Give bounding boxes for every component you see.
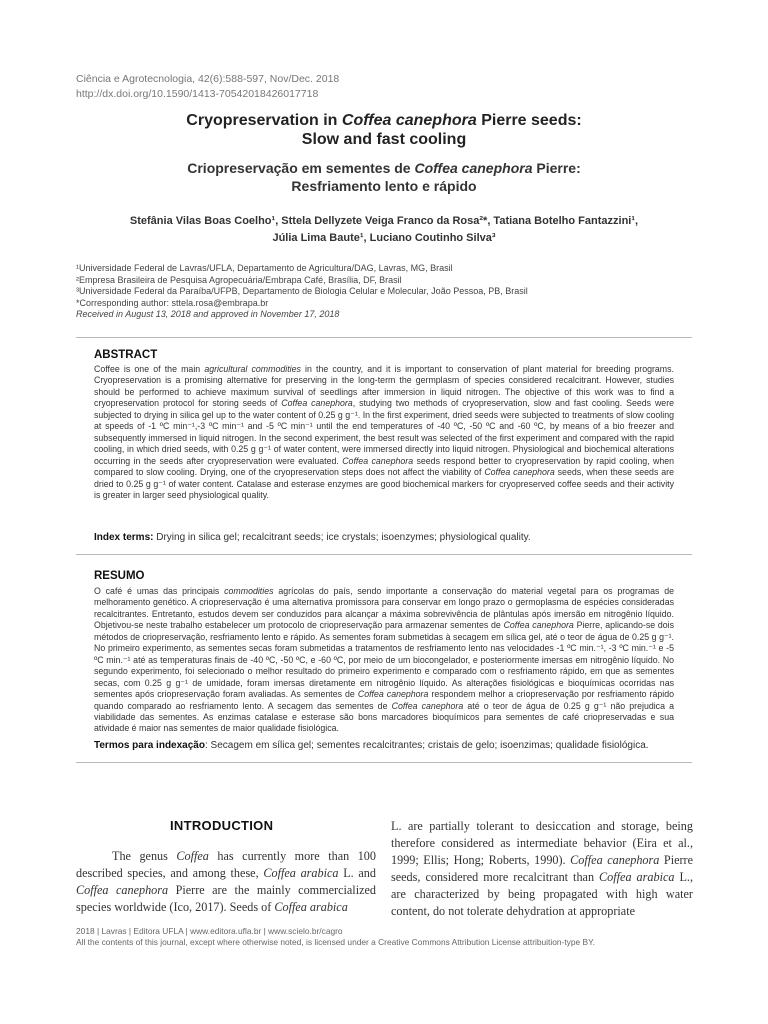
title-english-line1: Cryopreservation in Coffea canephora Pierre seeds: — [186, 112, 582, 129]
introduction-heading: INTRODUCTION — [170, 818, 274, 833]
abstract-top-divider — [76, 337, 692, 338]
author-list — [60, 213, 708, 247]
affiliation: ³Universidade Federal da Paraíba/UFPB, Departamento de Biologia Celular e Molecular, João Pessoa, PB, Brasil — [76, 286, 528, 297]
affiliations — [76, 263, 528, 321]
index-terms: Index terms: Drying in silica gel; recalcitrant seeds; ice crystals; isoenzymes; physiological quality. — [94, 532, 531, 543]
resumo-heading: RESUMO — [94, 570, 145, 582]
author-line: Júlia Lima Baute¹, Luciano Coutinho Silva³ — [272, 232, 496, 244]
title-portuguese — [60, 159, 708, 195]
affiliation: ¹Universidade Federal de Lavras/UFLA, Departamento de Agricultura/DAG, Lavras, MG, Brasil — [76, 263, 453, 273]
abstract-text: Coffee is one of the main agricultural commodities in the country, and it is important to conservation of plant material for breeding programs. Cryopreservation is a promising alternative for preserving in the long-term the germplasm of species considered recalcitrant. However, studies should be performed to achieve maximum survival of seedlings after immersion in liquid nitrogen. The objective of this work was to find a cryopreservation protocol for storing seeds of Coffea canephora, studying two methods of cryopreservation, slow and fast cooling. Seeds were subjected to drying in silica gel up to the water content of 0.25 g g⁻¹. In the first experiment, dried seeds were subjected to treatments of slow cooling at speeds of -1 ºC min⁻¹,-3 ºC min⁻¹ and -5 ºC min⁻¹ until the end temperatures of -40 ºC, -50 ºC and -60 ºC, by means of a bio freezer and subsequently immersed in liquid nitrogen. In the second experiment, the best result was selected of the first experiment and compared with the rapid cooling, in which dried seeds, with 0.25 g g⁻¹ of water content, were immersed directly into liquid nitrogen. Physiological and biochemical alterations occurring in the seeds after cryopreservation were evaluated. Coffea canephora seeds respond better to cryopreservation by rapid cooling, when compared to slow cooling. Drying, one of the cryopreservation steps does not affect the viability of Coffea canephora seeds, when these seeds are dried to 0.25 g g⁻¹ of water content. Catalase and esterase enzymes are good biochemical markers for cryopreserved coffee seeds and their activity is greater in larger seed physiological quality. — [94, 364, 675, 500]
footer-publisher-line: 2018 | Lavras | Editora UFLA | www.editora.ufla.br | www.scielo.br/cagro — [76, 926, 343, 936]
title-portuguese-line2: Resfriamento lento e rápido — [291, 178, 477, 194]
affiliation: ²Empresa Brasileira de Pesquisa Agropecuária/Embrapa Café, Brasília, DF, Brasil — [76, 274, 402, 285]
introduction-right-column: L. are partially tolerant to desiccation and storage, being therefore considered as intermediate behavior (Eira et al., 1999; Ellis; Hong; Roberts, 1990). Coffea canephora Pierre seeds, considered more recalcitrant than Coffea arabica L., are characterized by being propagated with high water content, do not tolerate dehydration at appropriate — [391, 819, 694, 919]
title-english-line2: Slow and fast cooling — [301, 131, 467, 148]
received-date: Received in August 13, 2018 and approved in November 17, 2018 — [76, 309, 340, 320]
corresponding-author: *Corresponding author: sttela.rosa@embrapa.br — [76, 297, 269, 308]
resumo-text: O café é umas das principais commodities agrícolas do país, sendo importante a conservação do material vegetal para os programas de melhoramento genético. A criopreservação é uma alternativa promissora para conservar em longo prazo o germoplasma de espécies consideradas recalcitrantes. Entretanto, estudos devem ser conduzidos para alcançar a máxima sobrevivência de plântulas após imersão em nitrogênio líquido. Objetivou-se neste trabalho estabelecer um protocolo de criopreservação para armazenar sementes de Coffea canephora Pierre, aplicando-se dois métodos de criopreservação, resfriamento lento e rápido. As sementes foram submetidas à secagem em sílica gel, até o teor de água de 0.25 g g⁻¹. No primeiro experimento, as sementes secas foram submetidas a tratamentos de resfriamento lento nas velocidades -1 ºC min.⁻¹, -3 ºC min.⁻¹ e -5 ºC min.⁻¹ até as temperaturas finais de -40 ºC, -50 ºC, e -60 ºC, por meio de um biocongelador, e posteriormente imersas em nitrogênio líquido. No segundo experimento, foi selecionado o melhor resultado do primeiro experimento e comparado com o resfriamento rápido, em que as sementes secas, com 0.25 g g⁻¹ de umidade, foram imersas diretamente em nitrogênio líquido. As alterações fisiológicas e bioquímicas ocorridas nas sementes após criopreservação foram avaliadas. As sementes de Coffea canephora respondem melhor a criopreservação por resfriamento rápido quando comparado ao resfriamento lento. A secagem das sementes de Coffea canephora até o teor de água de 0.25 g g⁻¹ não prejudica a viabilidade das sementes. As enzimas catalase e esterase são bons marcadores bioquímicos para sementes de café criopreservadas e sua atividade é maior nas sementes de maior qualidade fisiológica. — [94, 586, 675, 734]
author-line: Stefânia Vilas Boas Coelho¹, Sttela Dellyzete Veiga Franco da Rosa²*, Tatiana Botelho Fantazzini¹, — [129, 215, 639, 227]
abstract-bottom-divider — [76, 554, 692, 555]
page-footer — [76, 926, 595, 948]
title-portuguese-line1: Criopreservação em sementes de Coffea canephora Pierre: — [187, 160, 581, 176]
footer-license-line: All the contents of this journal, except where otherwise noted, is licensed under a Creative Commons Attribution License attribuition-type BY. — [76, 936, 595, 947]
journal-header — [76, 72, 339, 102]
introduction-left-column: The genus Coffea has currently more than 100 described species, and among these, Coffea arabica L. and Coffea canephora Pierre are the mainly commercialized species worldwide (Ico, 2017). Seeds of Coffea arabica — [76, 849, 376, 915]
abstract-heading: ABSTRACT — [94, 349, 158, 361]
journal-citation: Ciência e Agrotecnologia, 42(6):588-597, Nov/Dec. 2018 — [76, 73, 340, 85]
resumo-bottom-divider — [76, 762, 692, 763]
doi-link[interactable]: http://dx.doi.org/10.1590/1413-70542018426017718 — [76, 88, 319, 100]
title-english — [60, 111, 708, 149]
termos-indexacao: Termos para indexação: Secagem em sílica gel; sementes recalcitrantes; cristais de gelo; isoenzimas; qualidade fisiológica. — [94, 740, 649, 751]
